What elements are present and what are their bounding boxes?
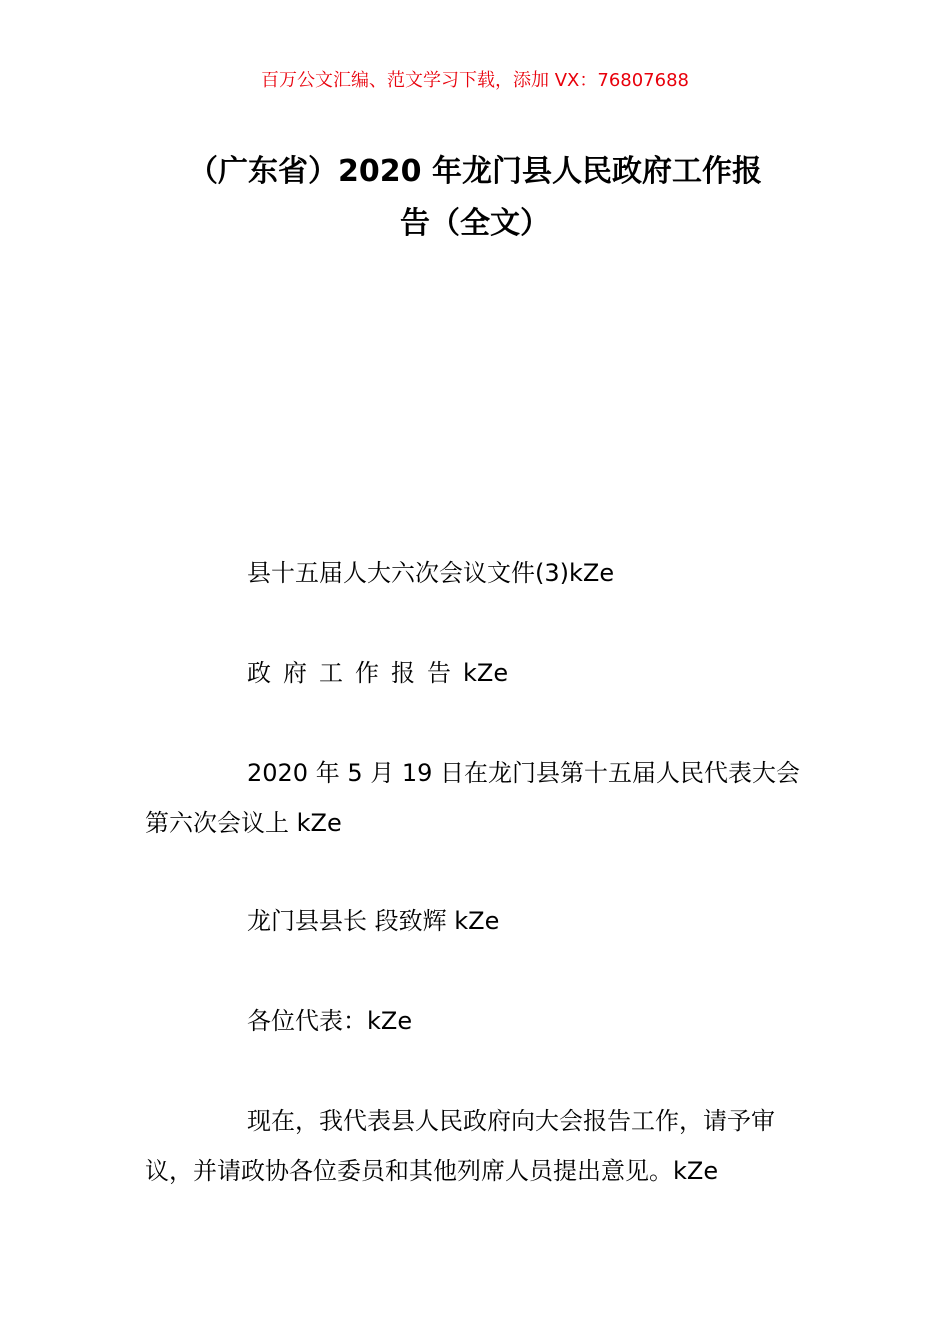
document-title-line-2: 告（全文）	[400, 206, 550, 241]
paragraph-meeting-file: 县十五届人大六次会议文件(3)kZe	[247, 559, 615, 587]
header-watermark-note: 百万公文汇编、范文学习下载，添加 VX：76807688	[261, 70, 689, 91]
document-title	[140, 146, 810, 250]
paragraph-report-heading	[145, 648, 810, 698]
paragraph-date-venue: 2020 年 5 月 19 日在龙门县第十五届人民代表大会第六次会议上 kZe	[145, 759, 801, 837]
paragraph-salutation: 各位代表：kZe	[247, 1007, 413, 1035]
paragraph-speaker: 龙门县县长 段致辉 kZe	[247, 907, 500, 935]
paragraph-opening: 现在，我代表县人民政府向大会报告工作，请予审议，并请政协各位委员和其他列席人员提出意见。kZe	[145, 1107, 775, 1185]
report-heading-tail: kZe	[463, 659, 509, 687]
document-title-line-1: （广东省）2020 年龙门县人民政府工作报	[188, 154, 762, 189]
report-heading-text: 政府工作报告	[247, 659, 463, 687]
